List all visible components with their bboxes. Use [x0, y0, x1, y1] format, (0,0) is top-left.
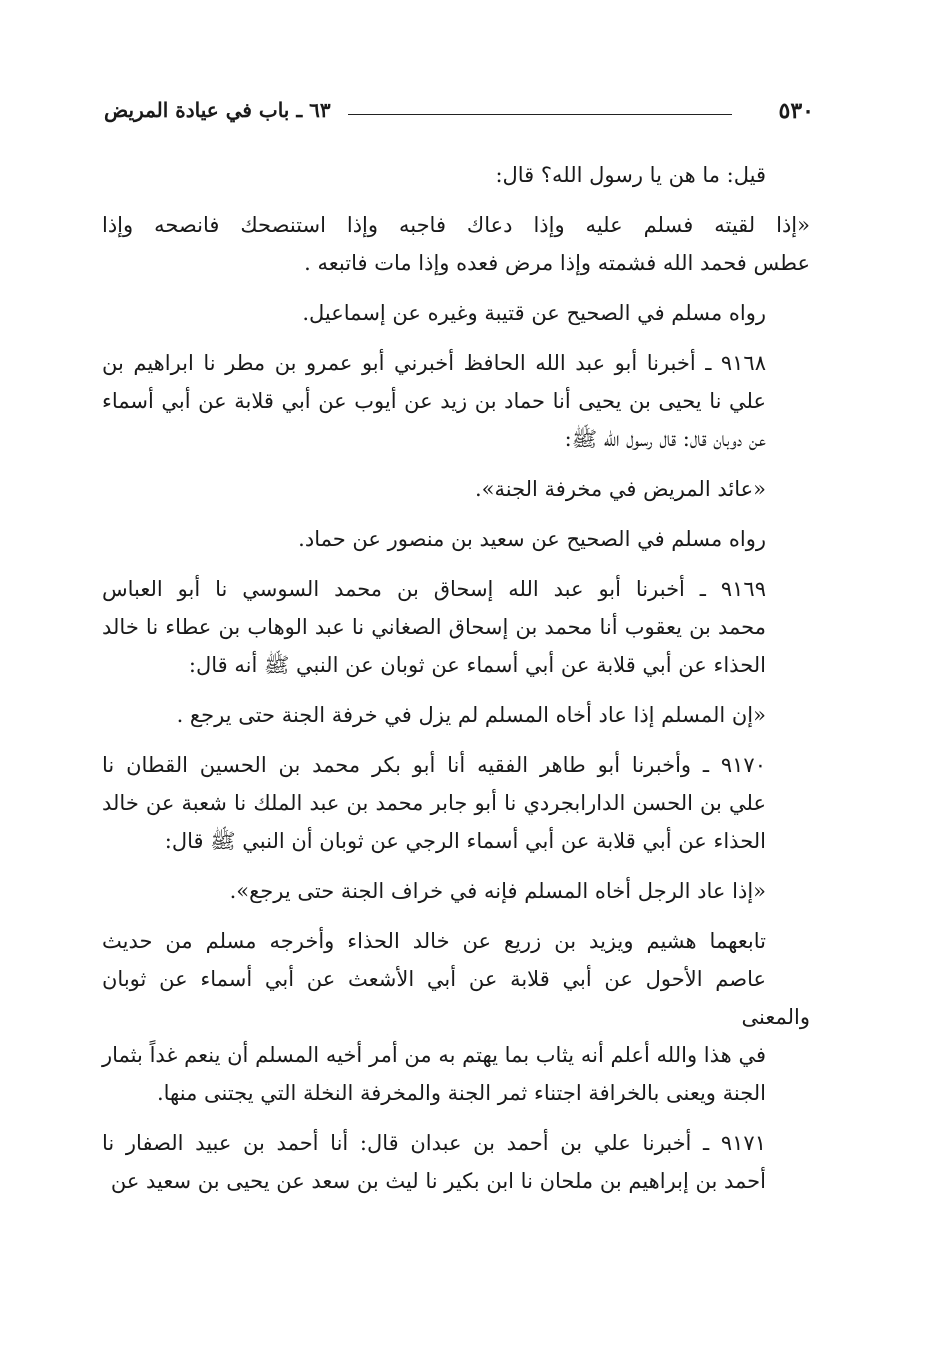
page-header	[100, 92, 824, 132]
paragraph	[102, 922, 810, 1112]
text-line: علي نا يحيى بن يحيى أنا حماد بن زيد عن أيوب عن أبي قلابة عن أبي أسماء	[102, 389, 766, 413]
text-line: ٩١٧١ ـ أخبرنا علي بن أحمد بن عبدان قال: أنا أحمد بن عبيد الصفار نا	[102, 1131, 766, 1155]
text-line: عاصم الأحول عن أبي قلابة عن أبي الأشعث عن أبي أسماء عن ثوبان والمعنى	[102, 967, 810, 1029]
text-line: الحذاء عن أبي قلابة عن أبي أسماء الرجي عن ثوبان أن النبي ﷺ قال:	[164, 829, 766, 853]
running-title: ٦٣ ـ باب في عيادة المريض	[104, 98, 331, 122]
header-rule	[348, 114, 732, 115]
text-line: محمد بن يعقوب أنا محمد بن إسحاق الصغاني نا عبد الوهاب بن عطاء نا خالد	[102, 615, 766, 639]
text-line: أحمد بن إبراهيم بن ملحان نا ابن بكير نا ليث بن سعد عن يحيى بن سعيد عن	[110, 1169, 766, 1193]
paragraph	[102, 570, 810, 684]
text-line: تابعهما هشيم ويزيد بن زريع عن خالد الحذاء وأخرجه مسلم من حديث	[102, 929, 766, 953]
text-line: «إن المسلم إذا عاد أخاه المسلم لم يزل في خرفة الجنة حتى يرجع .	[176, 703, 766, 727]
text-line: عن دوبان قال: قال رسول الله ﷺ:	[564, 427, 766, 451]
text-line: ٩١٦٨ ـ أخبرنا أبو عبد الله الحافظ أخبرني أبو عمرو بن مطر نا ابراهيم بن	[102, 351, 766, 375]
paragraph	[102, 206, 810, 282]
text-line: «إذا عاد الرجل أخاه المسلم فإنه في خراف الجنة حتى يرجع».	[229, 879, 766, 903]
text-line: ٩١٦٩ ـ أخبرنا أبو عبد الله إسحاق بن محمد السوسي نا أبو العباس	[102, 577, 766, 601]
paragraph	[102, 872, 810, 910]
paragraph	[102, 344, 810, 458]
page-body	[102, 156, 810, 1212]
text-line: رواه مسلم في الصحيح عن قتيبة وغيره عن إسماعيل.	[302, 301, 766, 325]
paragraph	[102, 746, 810, 860]
text-line: علي بن الحسن الدارابجردي نا أبو جابر محمد بن عبد الملك نا شعبة عن خالد	[102, 791, 766, 815]
text-line: الحذاء عن أبي قلابة عن أبي أسماء عن ثوبان عن النبي ﷺ أنه قال:	[188, 653, 766, 677]
paragraph	[102, 520, 810, 558]
text-line: الجنة ويعنى بالخرافة اجتناء ثمر الجنة والمخرفة النخلة التي يجتنى منها.	[156, 1081, 766, 1105]
paragraph	[102, 1124, 810, 1200]
text-line: «عائد المريض في مخرفة الجنة».	[474, 477, 766, 501]
paragraph	[102, 294, 810, 332]
page-number: ٥٣٠	[778, 98, 814, 124]
text-line: «إذا لقيته فسلم عليه وإذا دعاك فاجبه وإذا استنصحك فانصحه وإذا	[102, 213, 810, 237]
text-line: رواه مسلم في الصحيح عن سعيد بن منصور عن حماد.	[298, 527, 766, 551]
text-line: في هذا والله أعلم أنه يثاب بما يهتم به من أمر أخيه المسلم أن ينعم غداً بثمار	[102, 1043, 766, 1067]
text-line: قيل: ما هن يا رسول الله؟ قال:	[495, 163, 766, 187]
text-line: ٩١٧٠ ـ وأخبرنا أبو طاهر الفقيه أنا أبو بكر محمد بن الحسين القطان نا	[102, 753, 766, 777]
paragraph	[102, 156, 810, 194]
paragraph	[102, 470, 810, 508]
paragraph	[102, 696, 810, 734]
text-line: عطس فحمد الله فشمته وإذا مرض فعده وإذا مات فاتبعه .	[304, 251, 810, 275]
